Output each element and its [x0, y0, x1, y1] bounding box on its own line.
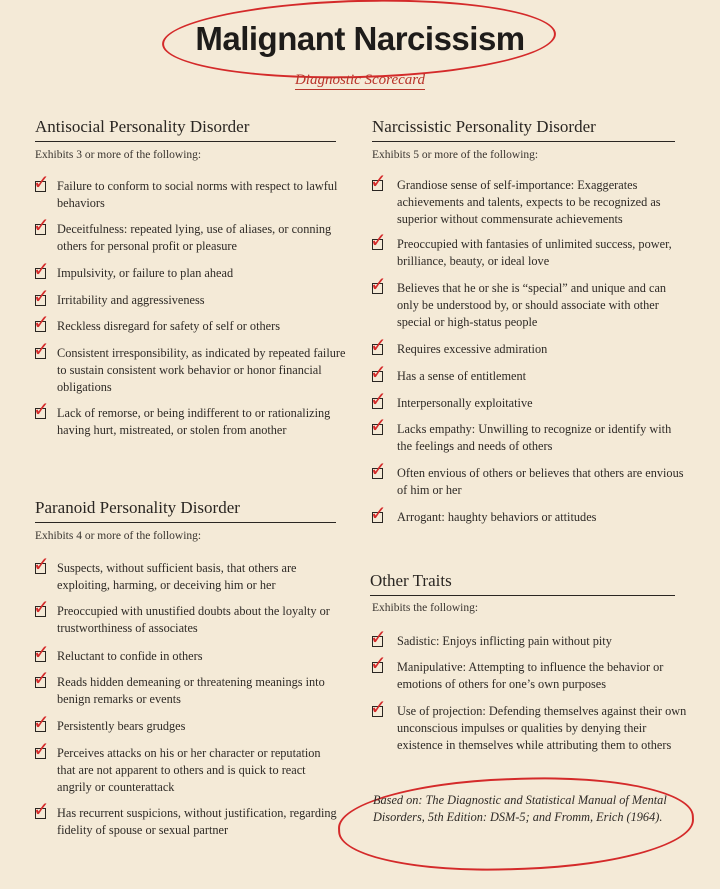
checklist-item: Believes that he or she is “special” and unique and can only be understood by, or should associate with other special or high-status people — [397, 281, 667, 329]
checklist-item: Failure to conform to social norms with respect to lawful behaviors — [57, 179, 338, 210]
red-checkmark-icon: ✓ — [33, 310, 50, 334]
checklist-item: Reluctant to confide in others — [57, 649, 203, 663]
checklist-item: Consistent irresponsibility, as indicated by repeated failure to sustain consistent work behavior or honor financial obligations — [57, 346, 346, 394]
red-checkmark-icon: ✓ — [370, 695, 387, 719]
checklist-item: Reckless disregard for safety of self or others — [57, 319, 280, 333]
red-checkmark-icon: ✓ — [370, 501, 387, 525]
checklist-item: Use of projection: Defending themselves against their own unconscious impulses or qualities by denying their existence in themselves while attributing them to others — [397, 704, 687, 752]
section-criteria-paranoid: Exhibits 4 or more of the following: — [35, 530, 202, 542]
red-checkmark-icon: ✓ — [33, 640, 50, 664]
checklist-item: Manipulative: Attempting to influence the behavior or emotions of others for one’s own purposes — [397, 660, 664, 691]
red-checkmark-icon: ✓ — [33, 170, 50, 194]
section-criteria-antisocial: Exhibits 3 or more of the following: — [35, 149, 202, 161]
red-checkmark-icon: ✓ — [33, 710, 50, 734]
page-subtitle: Diagnostic Scorecard — [294, 72, 426, 88]
checklist-item: Persistently bears grudges — [57, 719, 186, 733]
red-checkmark-icon: ✓ — [370, 457, 387, 481]
red-checkmark-icon: ✓ — [33, 337, 50, 361]
checklist-item: Reads hidden demeaning or threatening meanings into benign remarks or events — [57, 675, 325, 706]
checklist-item: Impulsivity, or failure to plan ahead — [57, 266, 234, 280]
red-checkmark-icon: ✓ — [370, 413, 387, 437]
checklist-item: Grandiose sense of self-importance: Exaggerates achievements and talents, expects to be recognized as superior without commensurate achievements — [397, 178, 661, 226]
checklist-item: Has recurrent suspicions, without justification, regarding fidelity of spouse or sexual partner — [57, 806, 337, 837]
checklist-item: Preoccupied with unustified doubts about the loyalty or trustworthiness of associates — [57, 604, 330, 635]
checklist-item: Suspects, without sufficient basis, that others are exploiting, harming, or deceiving him or her — [57, 561, 297, 592]
red-checkmark-icon: ✓ — [370, 272, 387, 296]
red-checkmark-icon: ✓ — [370, 360, 387, 384]
checklist-item: Arrogant: haughty behaviors or attitudes — [397, 510, 597, 524]
checklist-item: Requires excessive admiration — [397, 342, 548, 356]
red-checkmark-icon: ✓ — [370, 169, 387, 193]
checklist-item: Lacks empathy: Unwilling to recognize or identify with the feelings and needs of others — [397, 422, 672, 453]
red-checkmark-icon: ✓ — [33, 257, 50, 281]
checklist-item: Perceives attacks on his or her character or reputation that are not apparent to others and is quick to react angrily or counterattack — [57, 746, 321, 794]
section-criteria-other: Exhibits the following: — [372, 602, 479, 614]
section-title-antisocial: Antisocial Personality Disorder — [35, 117, 336, 142]
red-checkmark-icon: ✓ — [33, 213, 50, 237]
citation: Based on: The Diagnostic and Statistical Manual of Mental Disorders, 5th Edition: DSM-5; and Fromm, Erich (1964). — [373, 793, 667, 824]
red-checkmark-icon: ✓ — [33, 284, 50, 308]
red-checkmark-icon: ✓ — [370, 228, 387, 252]
checklist-item: Has a sense of entitlement — [397, 369, 527, 383]
section-title-narcissistic: Narcissistic Personality Disorder — [372, 117, 675, 142]
red-checkmark-icon: ✓ — [33, 595, 50, 619]
section-title-paranoid: Paranoid Personality Disorder — [35, 498, 336, 523]
red-checkmark-icon: ✓ — [370, 651, 387, 675]
red-checkmark-icon: ✓ — [370, 387, 387, 411]
checklist-item: Interpersonally exploitative — [397, 396, 533, 410]
section-title-other: Other Traits — [370, 571, 675, 596]
red-checkmark-icon: ✓ — [33, 737, 50, 761]
red-checkmark-icon: ✓ — [370, 625, 387, 649]
red-checkmark-icon: ✓ — [33, 397, 50, 421]
red-checkmark-icon: ✓ — [370, 333, 387, 357]
checklist-item: Irritability and aggressiveness — [57, 293, 205, 307]
section-criteria-narcissistic: Exhibits 5 or more of the following: — [372, 149, 539, 161]
page-title: Malignant Narcissism — [195, 20, 525, 57]
red-checkmark-icon: ✓ — [33, 552, 50, 576]
checklist-item: Often envious of others or believes that others are envious of him or her — [397, 466, 684, 497]
checklist-item: Sadistic: Enjoys inflicting pain without pity — [397, 634, 612, 648]
red-checkmark-icon: ✓ — [33, 666, 50, 690]
checklist-item: Lack of remorse, or being indifferent to or rationalizing having hurt, mistreated, or stolen from another — [57, 406, 331, 437]
checklist-item: Preoccupied with fantasies of unlimited success, power, brilliance, beauty, or ideal love — [397, 237, 672, 268]
red-checkmark-icon: ✓ — [33, 797, 50, 821]
checklist-item: Deceitfulness: repeated lying, use of aliases, or conning others for personal profit or pleasure — [57, 222, 332, 253]
